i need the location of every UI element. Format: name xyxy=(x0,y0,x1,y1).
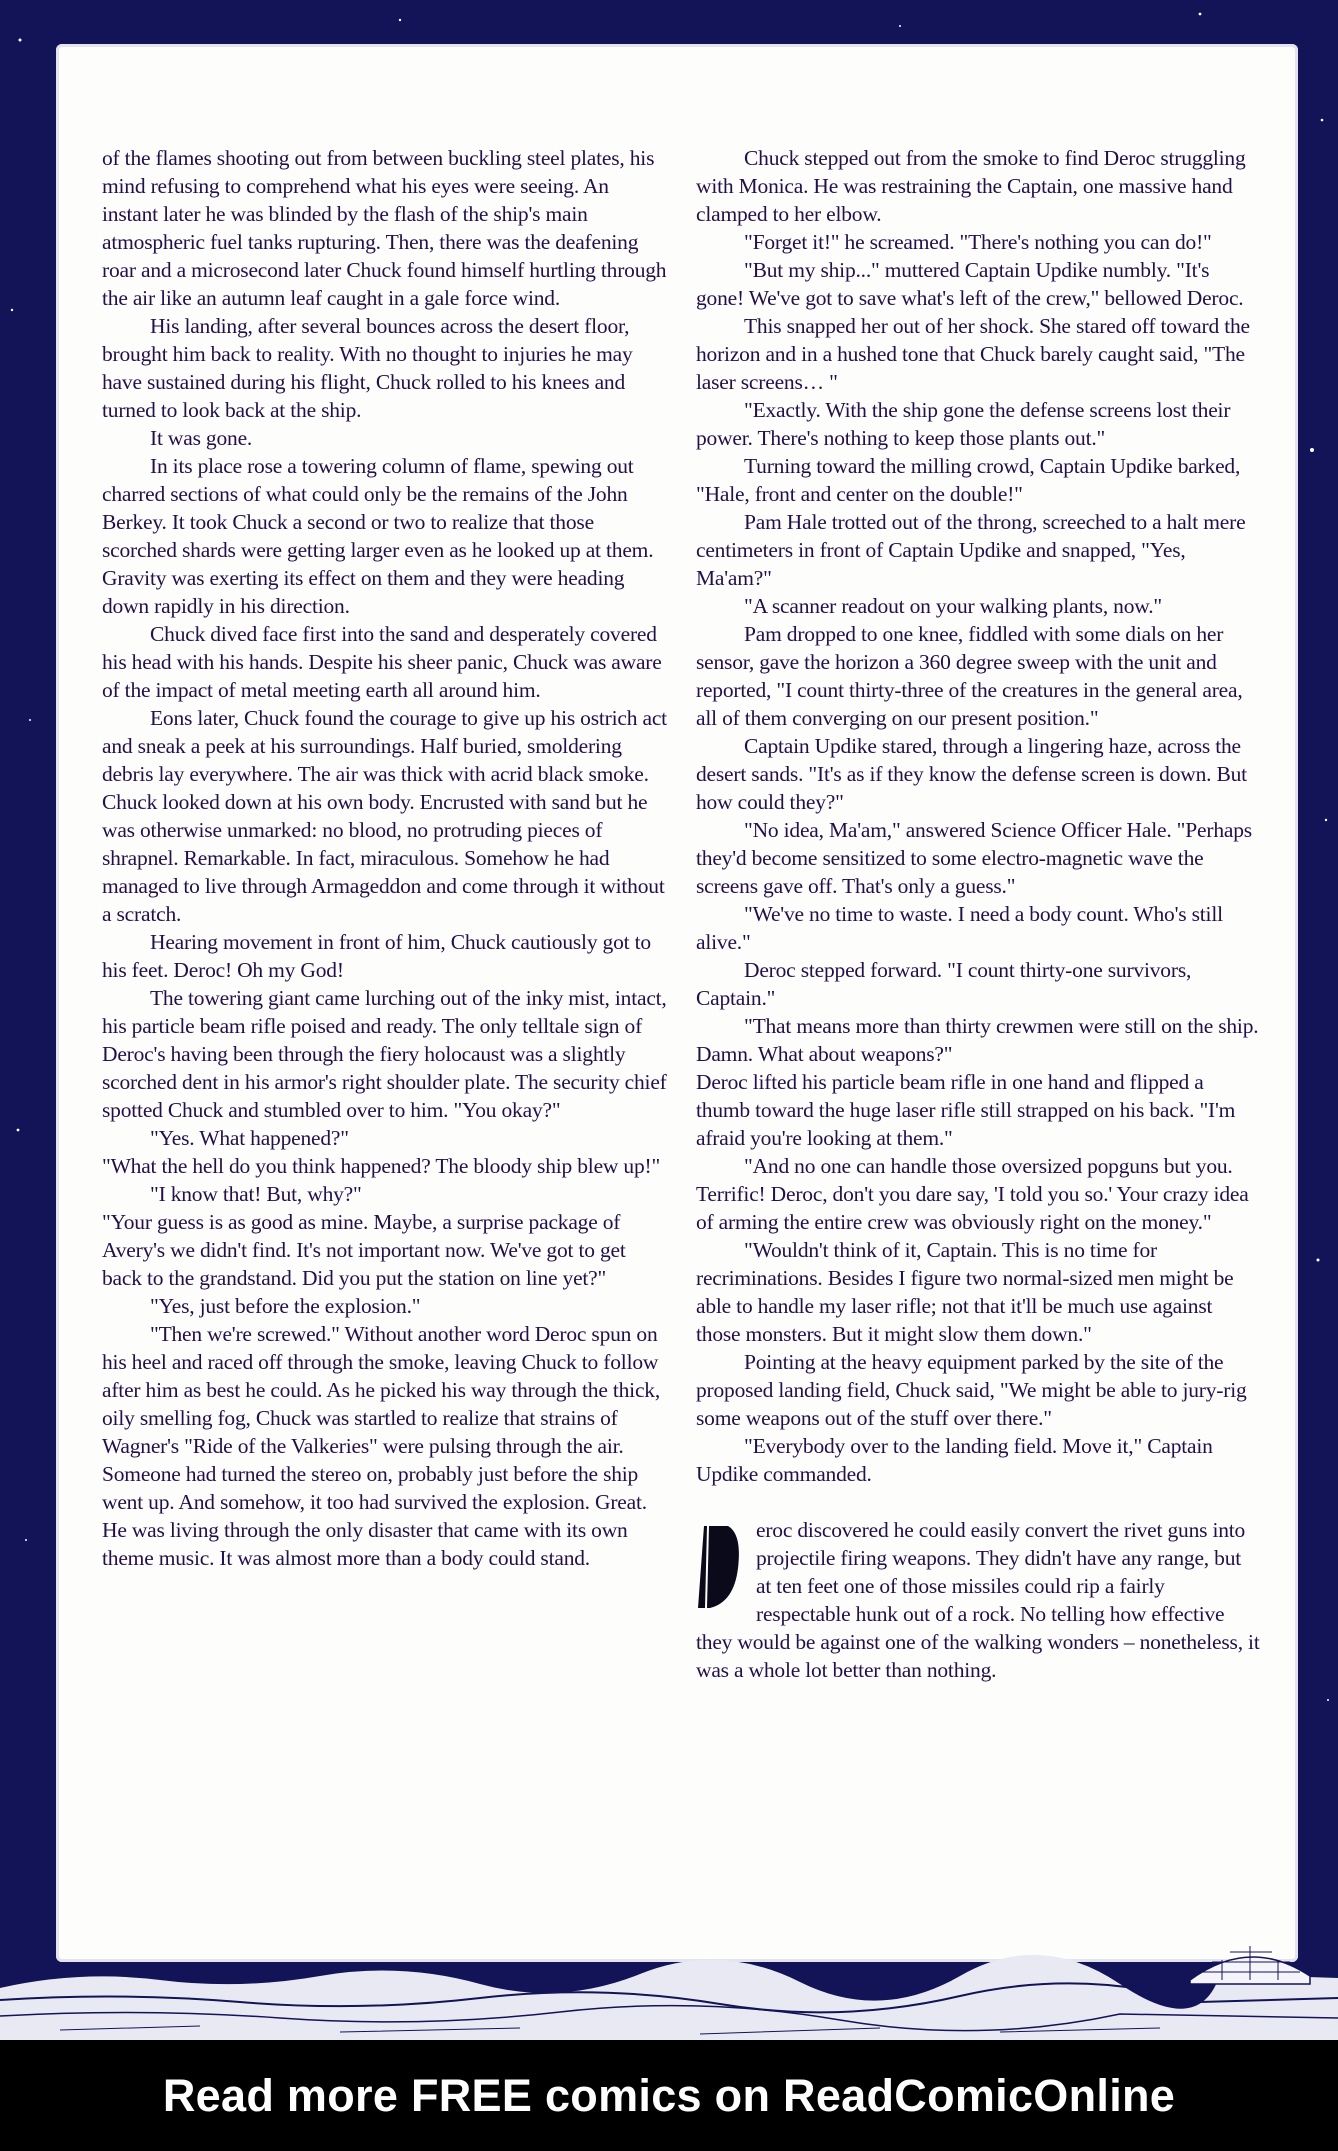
paragraph: Deroc stepped forward. "I count thirty-one survivors, Captain." xyxy=(696,958,1192,1010)
right-text-column xyxy=(696,144,1261,1684)
paragraph: Captain Updike stared, through a lingering haze, across the desert sands. "It's as if they know the defense screen is down. But how could they?" xyxy=(696,734,1247,814)
paragraph: Chuck dived face first into the sand and desperately covered his head with his hands. Despite his sheer panic, Chuck was aware of the impact of metal meeting earth all around him. xyxy=(102,622,662,702)
dome-structure xyxy=(1190,1946,1310,1984)
paragraph: of the flames shooting out from between buckling steel plates, his mind refusing to comprehend what his eyes were seeing. An instant later he was blinded by the flash of the ship's main atmospheric fuel tanks rupturing. Then, there was the deafening roar and a microsecond later Chuck found himself hurtling through the air like an autumn leaf caught in a gale force wind. xyxy=(102,146,667,310)
paragraph: "Yes. What happened?" xyxy=(150,1126,349,1150)
paragraph: Chuck stepped out from the smoke to find Deroc struggling with Monica. He was restraining the Captain, one massive hand clamped to her elbow. xyxy=(696,146,1246,226)
paragraph: "A scanner readout on your walking plants, now." xyxy=(744,594,1162,618)
dropcap-paragraph xyxy=(696,1516,1261,1684)
paragraph: Pam Hale trotted out of the throng, screeched to a halt mere centimeters in front of Captain Updike and snapped, "Yes, Ma'am?" xyxy=(696,510,1246,590)
paragraph: "Then we're screwed." Without another word Deroc spun on his heel and raced off through the smoke, leaving Chuck to follow after him as best he could. As he picked his way through the thick, oily smelling fog, Chuck was startled to realize that strains of Wagner's "Ride of the Valkeries" were pulsing through the air. Someone had turned the stereo on, probably just before the ship went up. And somehow, it too had survived the explosion. Great. He was living through the only disaster that came with its own theme music. It was almost more than a body could stand. xyxy=(102,1322,661,1570)
paragraph: "Everybody over to the landing field. Move it," Captain Updike commanded. xyxy=(696,1434,1213,1486)
paragraph: Deroc lifted his particle beam rifle in one hand and flipped a thumb toward the huge laser rifle still strapped on his back. "I'm afraid you're looking at them." xyxy=(696,1070,1236,1150)
paragraph: "But my ship..." muttered Captain Updike numbly. "It's gone! We've got to save what's left of the crew," bellowed Deroc. xyxy=(696,258,1244,310)
paragraph: "I know that! But, why?" xyxy=(150,1182,362,1206)
paragraph: "And no one can handle those oversized popguns but you. Terrific! Deroc, don't you dare say, 'I told you so.' Your crazy idea of arming the entire crew was obviously right on the money." xyxy=(696,1154,1249,1234)
section-break xyxy=(696,1488,1261,1516)
desert-landscape-illustration xyxy=(0,1940,1338,2040)
paragraph: Pointing at the heavy equipment parked by the site of the proposed landing field, Chuck said, "We might be able to jury-rig some weapons out of the stuff over there." xyxy=(696,1350,1247,1430)
paragraph: His landing, after several bounces across the desert floor, brought him back to reality. With no thought to injuries he may have sustained during his flight, Chuck rolled to his knees and turned to look back at the ship. xyxy=(102,314,633,422)
paragraph: "Your guess is as good as mine. Maybe, a surprise package of Avery's we didn't find. It's not important now. We've got to get back to the grandstand. Did you put the station on line yet?" xyxy=(102,1210,626,1290)
promo-banner xyxy=(0,2040,1338,2151)
paragraph: "What the hell do you think happened? The bloody ship blew up!" xyxy=(102,1154,661,1178)
paragraph: "Yes, just before the explosion." xyxy=(150,1294,421,1318)
paragraph: In its place rose a towering column of flame, spewing out charred sections of what could only be the remains of the John Berkey. It took Chuck a second or two to realize that those scorched shards were getting larger even as he looked up at them. Gravity was exerting its effect on them and they were heading down rapidly in his direction. xyxy=(102,454,654,618)
paragraph: The towering giant came lurching out of the inky mist, intact, his particle beam rifle poised and ready. The only telltale sign of Deroc's having been through the fiery holocaust was a slightly scorched dent in his armor's right shoulder plate. The security chief spotted Chuck and stumbled over to him. "You okay?" xyxy=(102,986,667,1122)
paragraph: "Exactly. With the ship gone the defense screens lost their power. There's nothing to keep those plants out." xyxy=(696,398,1231,450)
promo-banner-text: Read more FREE comics on ReadComicOnline xyxy=(162,2070,1176,2121)
drop-cap-letter-d xyxy=(698,1524,744,1610)
paragraph: Eons later, Chuck found the courage to give up his ostrich act and sneak a peek at his surroundings. Half buried, smoldering debris lay everywhere. The air was thick with acrid black smoke. Chuck looked down at his own body. Encrusted with sand but he was otherwise unmarked: no blood, no protruding pieces of shrapnel. Remarkable. In fact, miraculous. Somehow he had managed to live through Armageddon and come through it without a scratch. xyxy=(102,706,667,926)
paragraph: "That means more than thirty crewmen were still on the ship. Damn. What about weapons?" xyxy=(696,1014,1259,1066)
paragraph: Hearing movement in front of him, Chuck cautiously got to his feet. Deroc! Oh my God! xyxy=(102,930,651,982)
paragraph: "No idea, Ma'am," answered Science Officer Hale. "Perhaps they'd become sensitized to some electro-magnetic wave the screens gave off. That's only a guess." xyxy=(696,818,1252,898)
paragraph: Turning toward the milling crowd, Captain Updike barked, "Hale, front and center on the double!" xyxy=(696,454,1241,506)
paragraph: "Forget it!" he screamed. "There's nothing you can do!" xyxy=(744,230,1212,254)
left-text-column xyxy=(102,144,667,1572)
text-page xyxy=(56,44,1298,1962)
paragraph: "We've no time to waste. I need a body count. Who's still alive." xyxy=(696,902,1223,954)
paragraph: Pam dropped to one knee, fiddled with some dials on her sensor, gave the horizon a 360 degree sweep with the unit and reported, "I count thirty-three of the creatures in the general area, all of them converging on our present position." xyxy=(696,622,1243,730)
paragraph: This snapped her out of her shock. She stared off toward the horizon and in a hushed tone that Chuck barely caught said, "The laser screens… " xyxy=(696,314,1250,394)
dropcap-paragraph-text: eroc discovered he could easily convert the rivet guns into projectile firing weapons. They didn't have any range, but at ten feet one of those missiles could rip a fairly respectable hunk out of a rock. No telling how effective they would be against one of the walking wonders – nonetheless, it was a whole lot better than nothing. xyxy=(696,1518,1260,1682)
paragraph: It was gone. xyxy=(150,426,253,450)
paragraph: "Wouldn't think of it, Captain. This is no time for recriminations. Besides I figure two normal-sized men might be able to handle my laser rifle; not that it'll be much use against those monsters. But it might slow them down." xyxy=(696,1238,1234,1346)
